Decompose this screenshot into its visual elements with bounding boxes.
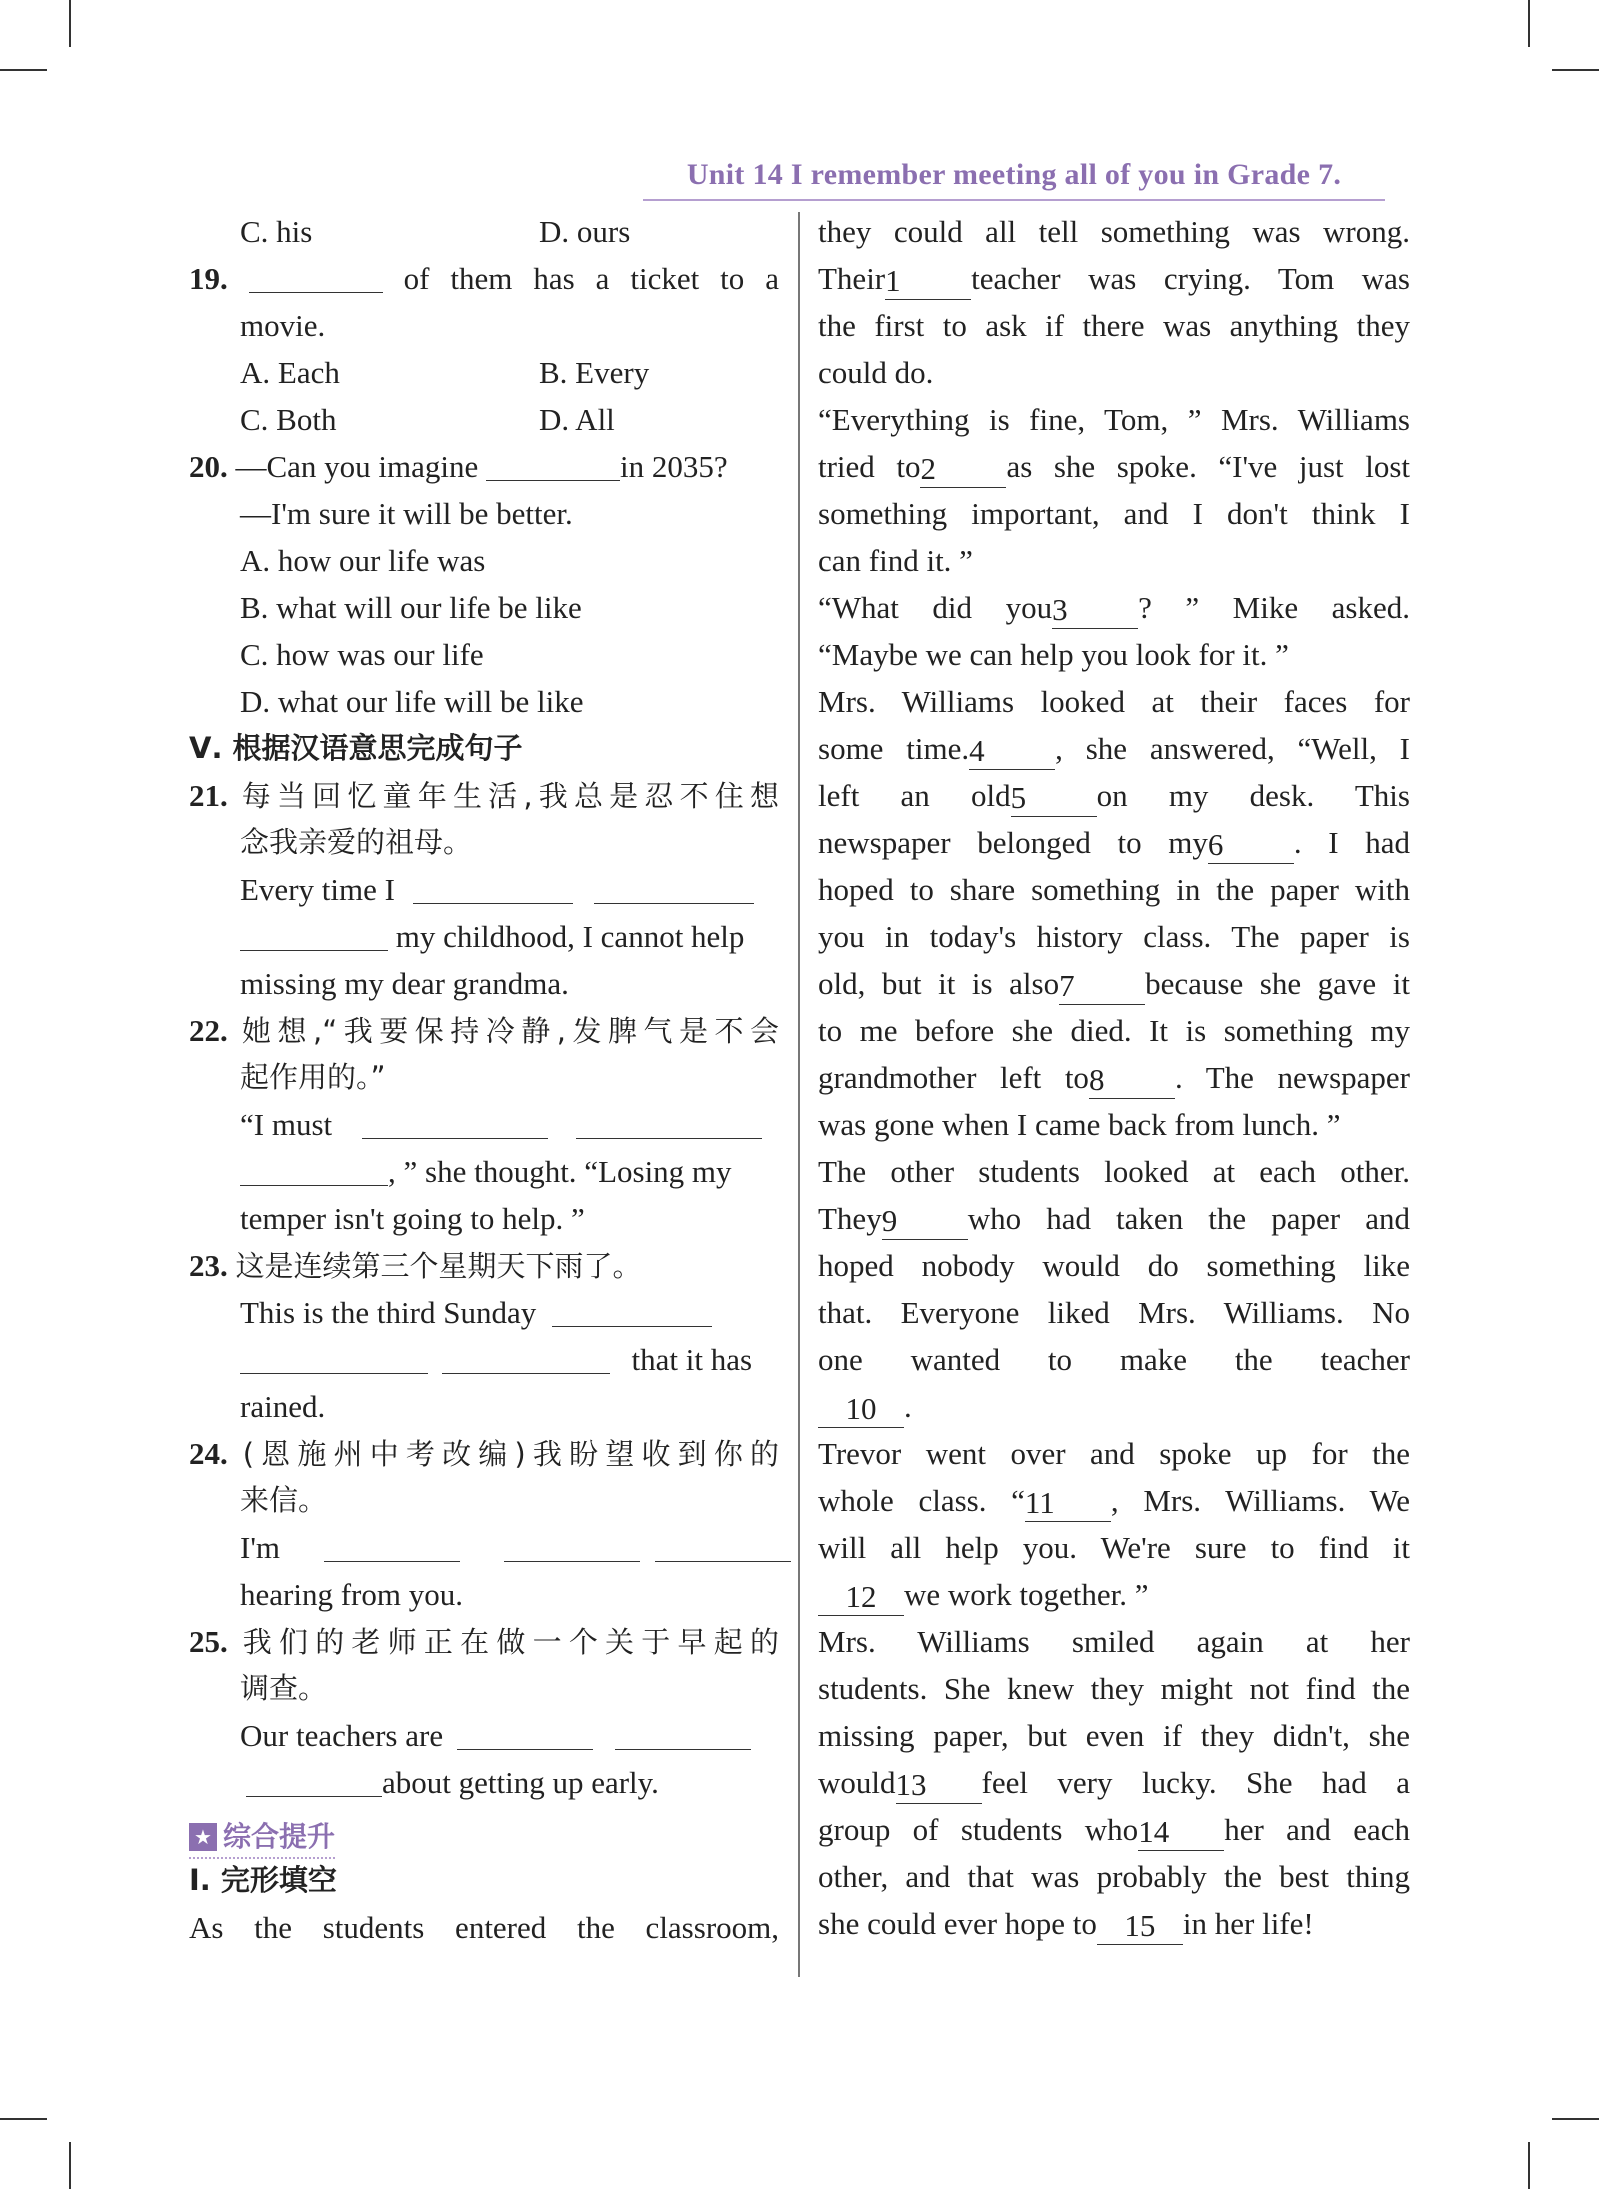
passage-text: that. Everyone liked Mrs. Williams. No (818, 1295, 1410, 1330)
passage-line (818, 1477, 1410, 1524)
options-row (189, 396, 779, 443)
passage-text: left an old (818, 778, 1011, 813)
cloze-passage (818, 208, 1410, 1947)
passage-line (818, 913, 1410, 960)
cloze-blank[interactable]: 6 (1208, 827, 1294, 864)
section-heading: Ⅰ. 完形填空 (189, 1863, 337, 1897)
question-number: 25. (189, 1624, 228, 1659)
passage-line (818, 1759, 1410, 1806)
passage-line (818, 490, 1410, 537)
question-text: —Can you imagine (235, 449, 479, 484)
passage-line: As the students entered the classroom, (189, 1910, 779, 1945)
crop-mark (69, 0, 71, 47)
passage-line (818, 208, 1410, 255)
sentence-text: Our teachers are (240, 1718, 444, 1753)
answer-blank[interactable] (240, 1339, 428, 1374)
passage-text: “Everything is fine, Tom, ” Mrs. Williams (818, 402, 1410, 437)
english-sentence (189, 1336, 779, 1383)
cloze-blank[interactable]: 4 (969, 733, 1055, 770)
crop-mark (1552, 69, 1599, 71)
answer-blank[interactable] (240, 1151, 388, 1186)
option-d: D. what our life will be like (240, 684, 584, 719)
passage-line (818, 1148, 1410, 1195)
cloze-blank[interactable]: 3 (1052, 592, 1138, 629)
crop-mark (1528, 2142, 1530, 2189)
passage-line (818, 1712, 1410, 1759)
passage-line (818, 1571, 1410, 1618)
passage-text: “Maybe we can help you look for it. ” (818, 637, 1289, 672)
comprehensive-badge-row (189, 1806, 779, 1857)
comprehensive-badge (189, 1817, 335, 1859)
answer-blank[interactable] (240, 916, 388, 951)
cloze-blank[interactable]: 7 (1059, 968, 1145, 1005)
cloze-blank[interactable]: 11 (1025, 1485, 1111, 1522)
answer-blank[interactable] (442, 1339, 610, 1374)
passage-text: you in today's history class. The paper is (818, 919, 1410, 954)
passage-text: Their (818, 261, 886, 296)
question-number: 22. (189, 1013, 228, 1048)
options-row (189, 208, 779, 255)
chinese-prompt: (恩施州中考改编)我盼望收到你的 (242, 1437, 779, 1471)
passage-text: other, and that was probably the best thing (818, 1859, 1410, 1894)
english-sentence: missing my dear grandma. (240, 966, 569, 1001)
question-number: 24. (189, 1436, 228, 1471)
sentence-text: This is the third Sunday (240, 1295, 537, 1330)
passage-line (818, 396, 1410, 443)
dialogue-reply: —I'm sure it will be better. (240, 496, 573, 531)
chinese-prompt: 这是连续第三个星期天下雨了。 (235, 1249, 642, 1283)
passage-line (818, 302, 1410, 349)
option-a: A. how our life was (240, 543, 486, 578)
left-column (189, 208, 779, 1951)
header-rule (643, 199, 1385, 201)
passage-text: missing paper, but even if they didn't, she (818, 1718, 1410, 1753)
passage-text: Trevor went over and spoke up for the (818, 1436, 1410, 1471)
question-21 (189, 772, 779, 819)
passage-text: , Mrs. Williams. We (1110, 1483, 1410, 1518)
chinese-prompt: 她想,“我要保持冷静,发脾气是不会 (242, 1014, 779, 1048)
passage-text: They (818, 1201, 882, 1236)
answer-blank[interactable] (576, 1104, 762, 1139)
english-sentence (189, 1101, 779, 1148)
crop-mark (0, 69, 47, 71)
passage-text: Mrs. Williams looked at their faces for (818, 684, 1410, 719)
question-text: movie. (240, 308, 326, 343)
unit-header: Unit 14 I remember meeting all of you in Grade 7. (686, 158, 1342, 191)
option-b: B. Every (539, 355, 650, 390)
sentence-text: Every time I (240, 872, 395, 907)
option-c: C. Both (240, 402, 337, 437)
option-b: B. what will our life be like (240, 590, 582, 625)
passage-text: feel very lucky. She had a (981, 1765, 1410, 1800)
cloze-blank[interactable]: 13 (896, 1767, 982, 1804)
question-text: of them has a ticket to a (403, 261, 779, 296)
chinese-prompt: 起作用的。” (240, 1060, 386, 1094)
passage-text: . The newspaper (1174, 1060, 1410, 1095)
cloze-blank[interactable]: 12 (818, 1579, 904, 1616)
option-a: A. Each (240, 355, 340, 390)
passage-text: on my desk. This (1096, 778, 1410, 813)
passage-text: because she gave it (1145, 966, 1410, 1001)
option-c: C. his (240, 214, 313, 249)
passage-text: would (818, 1765, 896, 1800)
passage-line (818, 960, 1410, 1007)
passage-line (818, 443, 1410, 490)
passage-line (818, 1665, 1410, 1712)
question-number: 20. (189, 449, 228, 484)
passage-text: students. She knew they might not find the (818, 1671, 1410, 1706)
chinese-prompt: 我们的老师正在做一个关于早起的 (242, 1625, 779, 1659)
sentence-text: about getting up early. (382, 1765, 659, 1800)
passage-text: will all help you. We're sure to find it (818, 1530, 1410, 1565)
passage-line (818, 1289, 1410, 1336)
passage-text: . I had (1293, 825, 1410, 860)
star-icon: ★ (189, 1823, 217, 1851)
passage-line (818, 1806, 1410, 1853)
column-divider (798, 212, 800, 1977)
english-sentence (189, 1712, 779, 1759)
crop-mark (0, 2118, 47, 2120)
question-20 (189, 443, 779, 490)
passage-text: who had taken the paper and (967, 1201, 1410, 1236)
passage-line (818, 1853, 1410, 1900)
answer-blank[interactable] (324, 1527, 460, 1562)
cloze-blank[interactable]: 2 (920, 451, 1006, 488)
passage-text: some time. (818, 731, 970, 766)
passage-line (818, 349, 1410, 396)
passage-line (818, 1336, 1410, 1383)
passage-text: hoped to share something in the paper with (818, 872, 1410, 907)
answer-blank[interactable] (413, 869, 573, 904)
badge-label: 综合提升 (223, 1820, 336, 1853)
crop-mark (1528, 0, 1530, 47)
english-sentence (189, 1759, 779, 1806)
passage-line (818, 1618, 1410, 1665)
answer-blank[interactable] (249, 258, 383, 293)
passage-text: teacher was crying. Tom was (971, 261, 1410, 296)
question-22 (189, 1007, 779, 1054)
passage-line (818, 1007, 1410, 1054)
question-number: 23. (189, 1248, 228, 1283)
passage-line (818, 866, 1410, 913)
question-number: 19. (189, 261, 228, 296)
passage-text: , she answered, “Well, I (1055, 731, 1410, 766)
cloze-blank[interactable]: 14 (1138, 1814, 1224, 1851)
option-c: C. how was our life (240, 637, 484, 672)
answer-blank[interactable] (615, 1715, 751, 1750)
option-d: D. ours (539, 214, 631, 249)
sentence-text: “I must (240, 1107, 333, 1142)
passage-line (818, 631, 1410, 678)
passage-text: something important, and I don't think I (818, 496, 1410, 531)
passage-text: one wanted to make the teacher (818, 1342, 1410, 1377)
passage-text: tried to (818, 449, 921, 484)
options-row (189, 349, 779, 396)
cloze-blank[interactable]: 15 (1097, 1908, 1183, 1945)
answer-blank[interactable] (246, 1762, 382, 1797)
passage-line (818, 819, 1410, 866)
crop-mark (69, 2142, 71, 2189)
cloze-blank[interactable]: 5 (1011, 780, 1097, 817)
question-number: 21. (189, 778, 228, 813)
passage-line (818, 1101, 1410, 1148)
passage-text: could do. (818, 355, 934, 390)
passage-text: she could ever hope to (818, 1906, 1097, 1941)
answer-blank[interactable] (362, 1104, 548, 1139)
answer-blank[interactable] (457, 1715, 593, 1750)
passage-text: they could all tell something was wrong. (818, 214, 1410, 249)
chinese-prompt: 调查。 (240, 1671, 328, 1705)
passage-line (818, 1524, 1410, 1571)
passage-text: ? ” Mike asked. (1138, 590, 1410, 625)
passage-text: Mrs. Williams smiled again at her (818, 1624, 1410, 1659)
question-23 (189, 1242, 779, 1289)
passage-line (818, 678, 1410, 725)
question-24 (189, 1430, 779, 1477)
passage-line (818, 1900, 1410, 1947)
passage-text: . (904, 1389, 912, 1424)
passage-text: we work together. ” (904, 1577, 1149, 1612)
chinese-prompt: 来信。 (240, 1483, 328, 1517)
passage-text: group of students who (818, 1812, 1139, 1847)
sentence-text: , ” she thought. “Losing my (388, 1154, 732, 1189)
cloze-blank[interactable]: 1 (885, 263, 971, 300)
passage-text: old, but it is also (818, 966, 1060, 1001)
chinese-prompt: 念我亲爱的祖母。 (240, 825, 473, 859)
answer-blank[interactable] (504, 1527, 640, 1562)
passage-text: to me before she died. It is something my (818, 1013, 1410, 1048)
passage-text: her and each (1224, 1812, 1410, 1847)
sentence-text: I'm (240, 1530, 281, 1565)
answer-blank[interactable] (655, 1527, 791, 1562)
sentence-text: that it has (631, 1342, 753, 1377)
passage-line (818, 537, 1410, 584)
english-sentence (189, 1524, 779, 1571)
passage-text: whole class. “ (818, 1483, 1025, 1518)
cloze-blank[interactable]: 9 (882, 1203, 968, 1240)
chinese-prompt: 每当回忆童年生活,我总是忍不住想 (241, 779, 779, 813)
english-sentence (189, 1148, 779, 1195)
passage-line (818, 772, 1410, 819)
question-25 (189, 1618, 779, 1665)
passage-text: newspaper belonged to my (818, 825, 1208, 860)
passage-text: The other students looked at each other. (818, 1154, 1410, 1189)
passage-line (818, 1430, 1410, 1477)
passage-text: “What did you (818, 590, 1053, 625)
english-sentence (189, 913, 779, 960)
answer-blank[interactable] (594, 869, 754, 904)
passage-line (818, 584, 1410, 631)
english-sentence: rained. (240, 1389, 326, 1424)
question-text: in 2035? (620, 449, 728, 484)
english-sentence (189, 866, 779, 913)
english-sentence: hearing from you. (240, 1577, 463, 1612)
passage-line (818, 1195, 1410, 1242)
english-sentence: temper isn't going to help. ” (240, 1201, 585, 1236)
question-19 (189, 255, 779, 302)
passage-text: as she spoke. “I've just lost (1006, 449, 1410, 484)
passage-text: grandmother left to (818, 1060, 1089, 1095)
answer-blank[interactable] (552, 1292, 712, 1327)
passage-line (818, 1054, 1410, 1101)
passage-line (818, 725, 1410, 772)
sentence-text: my childhood, I cannot help (395, 919, 745, 954)
english-sentence (189, 1289, 779, 1336)
passage-text: the first to ask if there was anything they (818, 308, 1410, 343)
crop-mark (1552, 2118, 1599, 2120)
passage-text: in her life! (1182, 1906, 1314, 1941)
option-d: D. All (539, 402, 615, 437)
passage-line (818, 1383, 1410, 1430)
passage-line (818, 255, 1410, 302)
passage-text: can find it. ” (818, 543, 973, 578)
passage-text: was gone when I came back from lunch. ” (818, 1107, 1341, 1142)
passage-line (818, 1242, 1410, 1289)
passage-text: hoped nobody would do something like (818, 1248, 1410, 1283)
section-heading: Ⅴ. 根据汉语意思完成句子 (189, 731, 523, 765)
answer-blank[interactable] (486, 446, 620, 481)
cloze-blank[interactable]: 8 (1089, 1062, 1175, 1099)
cloze-blank[interactable]: 10 (818, 1391, 904, 1428)
